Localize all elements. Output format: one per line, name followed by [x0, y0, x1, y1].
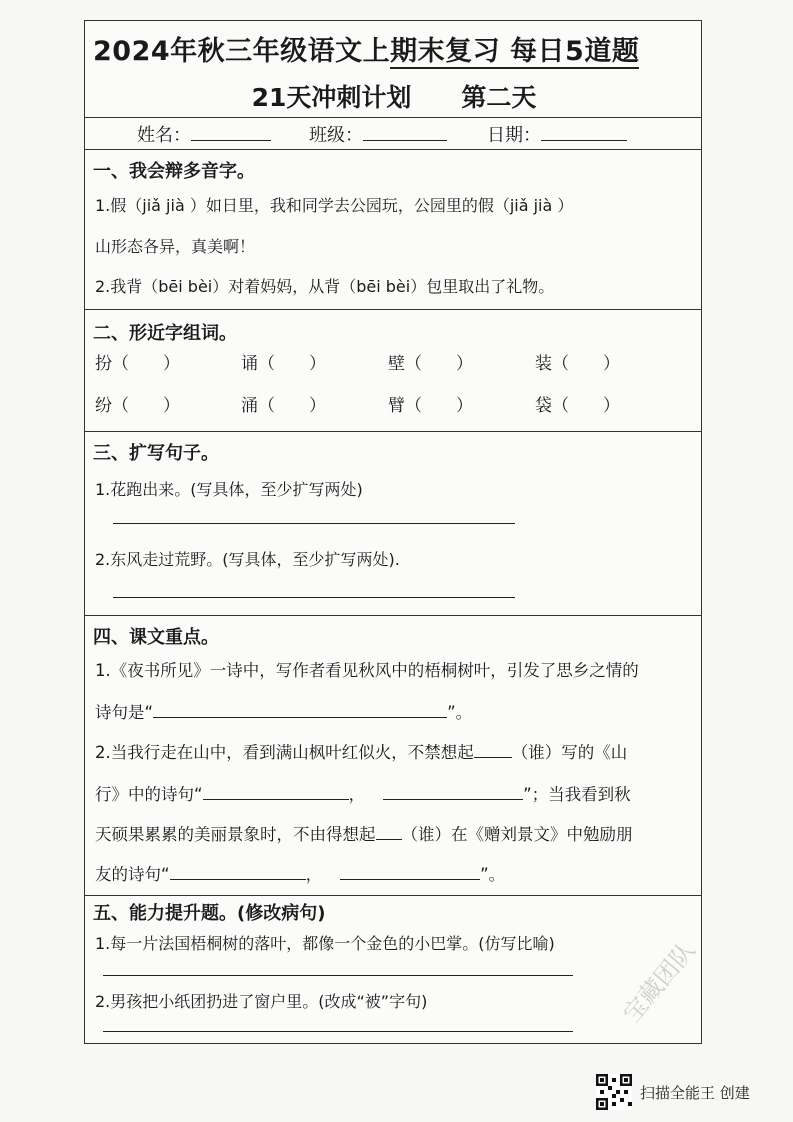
section2-title: 二、形近字组词。 — [93, 323, 237, 344]
s1-q1-line1: 1.假（jiǎ jià ）如日里，我和同学去公园玩，公园里的假（jiǎ jià ） — [95, 196, 574, 215]
divider — [85, 149, 701, 150]
answer-line[interactable] — [103, 975, 573, 976]
side-watermark: 宝藏团队 — [617, 936, 701, 1028]
s4-q2-line2: 行》中的诗句“ ， ”；当我看到秋 — [95, 785, 631, 804]
qr-code-icon — [596, 1074, 632, 1110]
title-main: 2024年秋三年级语文上 — [93, 36, 391, 67]
word-item: 纷（ ） — [95, 396, 180, 416]
s3-q1: 1.花跑出来。(写具体，至少扩写两处) — [95, 480, 363, 499]
name-blank[interactable] — [191, 140, 271, 141]
answer-blank[interactable] — [203, 799, 349, 800]
answer-blank[interactable] — [474, 757, 512, 758]
word-item: 袋（ ） — [535, 396, 620, 416]
subtitle-day: 第二天 — [461, 83, 537, 112]
divider — [85, 117, 701, 118]
answer-blank[interactable] — [376, 839, 402, 840]
class-blank[interactable] — [363, 140, 447, 141]
title-underlined: 期末复习 每日5道题 — [390, 36, 640, 67]
word-item: 诵（ ） — [241, 354, 326, 374]
worksheet-subtitle — [85, 78, 703, 114]
s1-q2: 2.我背（bēi bèi）对着妈妈，从背（bēi bèi）包里取出了礼物。 — [95, 277, 555, 296]
answer-blank[interactable] — [170, 879, 306, 880]
s4-q1-line2: 诗句是“ ”。 — [95, 703, 473, 722]
s4-q2-line3: 天硕果累累的美丽景象时，不由得想起 （谁）在《赠刘景文》中勉励朋 — [95, 825, 633, 844]
divider — [85, 309, 701, 310]
class-label: 班级： — [309, 125, 363, 146]
s3-q2: 2.东风走过荒野。(写具体，至少扩写两处). — [95, 550, 400, 569]
word-item: 扮（ ） — [95, 354, 180, 374]
divider — [85, 895, 701, 896]
answer-line[interactable] — [103, 1031, 573, 1032]
s4-q2-line4: 友的诗句“ ， ”。 — [95, 865, 506, 884]
word-item: 装（ ） — [535, 354, 620, 374]
answer-blank[interactable] — [383, 799, 523, 800]
divider — [85, 431, 701, 432]
name-field — [137, 121, 271, 147]
date-blank[interactable] — [541, 140, 627, 141]
class-field — [309, 121, 447, 147]
date-label: 日期： — [487, 125, 541, 146]
scanner-credit: 扫描全能王 创建 — [640, 1083, 750, 1102]
scanner-footer — [596, 1074, 750, 1110]
section4-title: 四、课文重点。 — [93, 627, 219, 648]
subtitle-plan: 21天冲刺计划 — [251, 83, 412, 112]
answer-line[interactable] — [113, 597, 515, 598]
section1-title: 一、我会辩多音字。 — [93, 161, 255, 182]
name-label: 姓名： — [137, 125, 191, 146]
divider — [85, 615, 701, 616]
answer-blank[interactable] — [340, 879, 480, 880]
word-item: 臂（ ） — [388, 396, 473, 416]
answer-line[interactable] — [113, 523, 515, 524]
s4-q2-line1: 2.当我行走在山中，看到满山枫叶红似火，不禁想起 （谁）写的《山 — [95, 743, 628, 762]
s5-q2: 2.男孩把小纸团扔进了窗户里。(改成“被”字句) — [95, 992, 428, 1011]
section3-title: 三、扩写句子。 — [93, 443, 219, 464]
s5-q1: 1.每一片法国梧桐树的落叶，都像一个金色的小巴掌。(仿写比喻) — [95, 934, 555, 953]
worksheet — [84, 20, 702, 1044]
section5-title: 五、能力提升题。(修改病句) — [93, 903, 326, 924]
word-item: 涌（ ） — [241, 396, 326, 416]
s1-q1-line2: 山形态各异，真美啊！ — [95, 237, 256, 256]
word-item: 壁（ ） — [388, 354, 473, 374]
worksheet-title — [93, 29, 639, 68]
date-field — [487, 121, 627, 147]
answer-blank[interactable] — [153, 717, 447, 718]
s4-q1-line1: 1.《夜书所见》一诗中，写作者看见秋风中的梧桐树叶，引发了思乡之情的 — [95, 661, 639, 680]
